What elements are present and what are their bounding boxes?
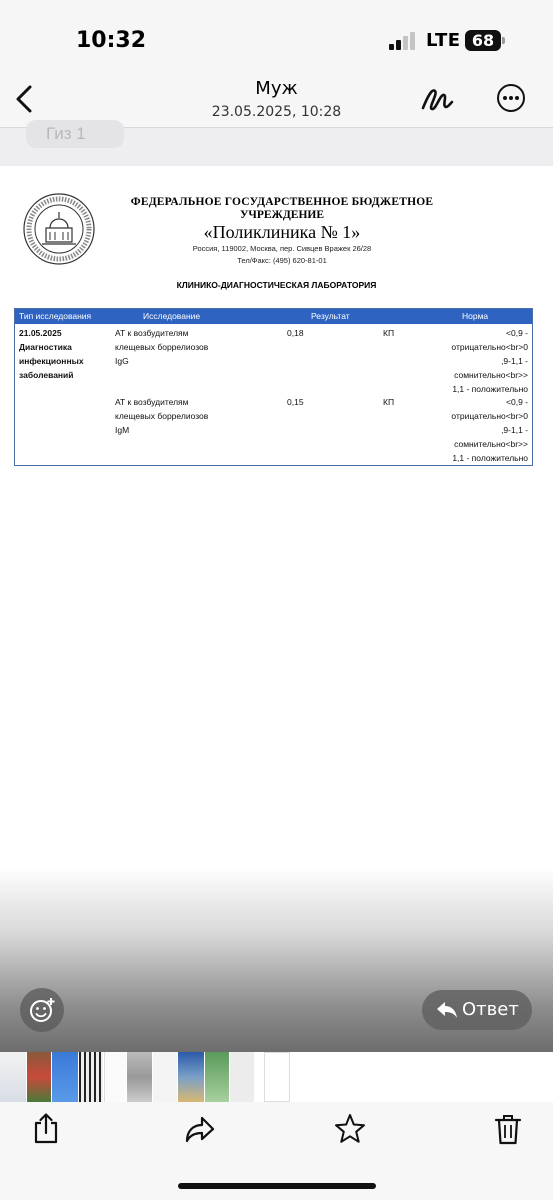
norm-line: сомнительно<br>> xyxy=(454,370,528,380)
result-unit: КП xyxy=(383,397,395,407)
norm-line: отрицательно<br>0 xyxy=(451,342,528,352)
reply-button[interactable] xyxy=(422,990,532,1030)
norm-line: ,9-1,1 - xyxy=(501,425,528,435)
chat-title: Муж xyxy=(255,78,298,99)
star-icon[interactable] xyxy=(334,1112,366,1146)
add-reaction-icon[interactable] xyxy=(20,988,64,1032)
message-timestamp: 23.05.2025, 10:28 xyxy=(211,104,342,120)
result-unit: КП xyxy=(383,328,395,338)
norm-line: 1,1 - положительно xyxy=(452,453,528,463)
clinic-emblem xyxy=(22,192,96,266)
markup-pen-icon[interactable] xyxy=(418,82,456,116)
header-type: Тип исследования xyxy=(19,311,92,321)
media-thumbnail[interactable] xyxy=(127,1052,152,1102)
status-time: 10:32 xyxy=(76,28,147,53)
org-type-line2: УЧРЕЖДЕНИЕ xyxy=(239,209,325,221)
header-result: Результат xyxy=(311,311,350,321)
norm-line: отрицательно<br>0 xyxy=(451,411,528,421)
type-line: Диагностика xyxy=(19,342,72,352)
media-thumbnail[interactable] xyxy=(264,1052,290,1102)
norm-line: <0,9 - xyxy=(506,328,528,338)
media-thumbnail[interactable] xyxy=(104,1052,126,1102)
media-thumbnail[interactable] xyxy=(178,1052,204,1102)
norm-line: ,9-1,1 - xyxy=(501,356,528,366)
header-test: Исследование xyxy=(143,311,201,321)
home-indicator xyxy=(178,1183,376,1189)
test-name-line: IgM xyxy=(115,425,130,435)
more-ellipsis-icon[interactable] xyxy=(496,83,526,113)
result-value: 0,15 xyxy=(287,397,304,407)
media-thumbnail[interactable] xyxy=(205,1052,229,1102)
trash-icon[interactable] xyxy=(492,1112,524,1146)
result-value: 0,18 xyxy=(287,328,304,338)
org-type-line1: ФЕДЕРАЛЬНОЕ ГОСУДАРСТВЕННОЕ БЮДЖЕТНОЕ xyxy=(130,196,434,208)
test-date: 21.05.2025 xyxy=(19,328,62,338)
media-thumbnail[interactable] xyxy=(0,1052,26,1102)
status-bar xyxy=(0,0,553,80)
battery-tip xyxy=(502,37,505,44)
norm-line: сомнительно<br>> xyxy=(454,439,528,449)
reply-label: Ответ xyxy=(462,999,519,1020)
ghost-message-bubble: Гиз 1 xyxy=(26,120,124,148)
forward-icon[interactable] xyxy=(184,1112,216,1146)
share-icon[interactable] xyxy=(30,1112,62,1146)
media-thumbnail[interactable] xyxy=(27,1052,51,1102)
battery-icon: 68 xyxy=(465,30,501,51)
test-name-line: IgG xyxy=(115,356,129,366)
clinic-address: Россия, 119002, Москва, пер. Сивцев Вражек 26/28 xyxy=(192,244,372,253)
network-label: LTE xyxy=(426,30,461,51)
document-page xyxy=(0,166,553,866)
media-thumbnail[interactable] xyxy=(230,1052,254,1102)
clinic-name: «Поликлиника № 1» xyxy=(203,222,361,242)
chat-background xyxy=(0,124,553,166)
media-thumbnail[interactable] xyxy=(153,1052,177,1102)
norm-line: 1,1 - положительно xyxy=(452,384,528,394)
media-thumbnail[interactable] xyxy=(79,1052,103,1102)
norm-line: <0,9 - xyxy=(506,397,528,407)
media-thumbnail[interactable] xyxy=(52,1052,78,1102)
results-table xyxy=(14,308,533,466)
type-line: заболеваний xyxy=(19,370,74,380)
reply-arrow-icon xyxy=(436,1000,458,1020)
test-name-line: клещевых боррелиозов xyxy=(115,411,209,421)
test-name-line: клещевых боррелиозов xyxy=(115,342,209,352)
clinic-phone: Тел/Факс: (495) 620-81-01 xyxy=(237,256,327,265)
type-line: инфекционных xyxy=(19,356,84,366)
test-name-line: АТ к возбудителям xyxy=(115,328,189,338)
lab-title: КЛИНИКО-ДИАГНОСТИЧЕСКАЯ ЛАБОРАТОРИЯ xyxy=(176,280,377,290)
header-norm: Норма xyxy=(462,311,489,321)
signal-icon xyxy=(389,32,419,50)
test-name-line: АТ к возбудителям xyxy=(115,397,189,407)
table-header xyxy=(15,309,532,324)
media-thumbnail-strip xyxy=(0,1052,553,1102)
